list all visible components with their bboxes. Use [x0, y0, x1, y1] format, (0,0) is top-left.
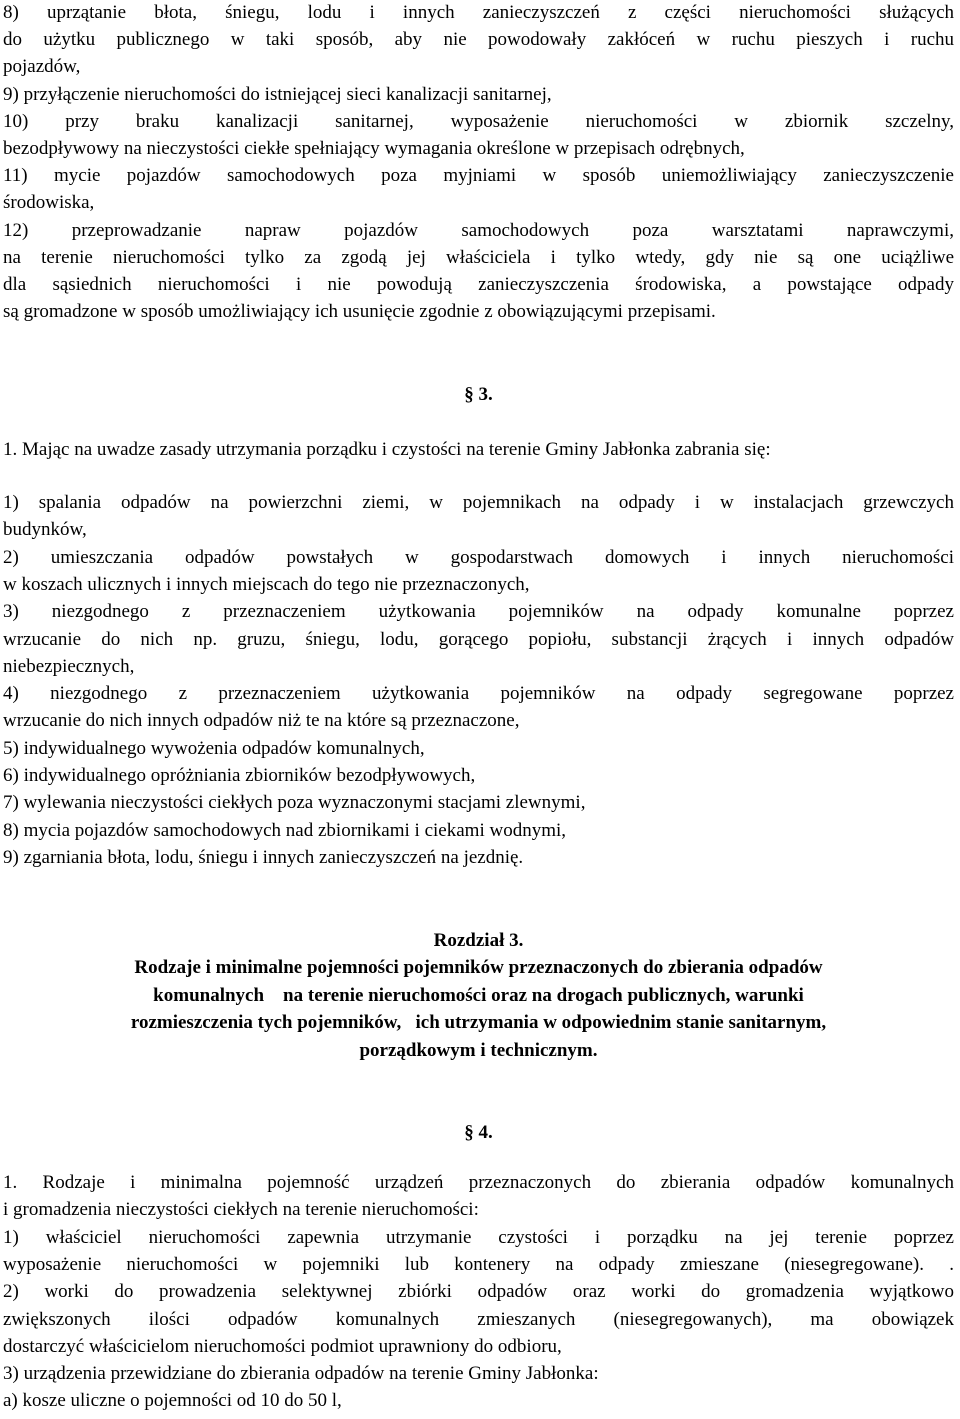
- text-line: są gromadzone w sposób umożliwiający ich usunięcie zgodnie z obowiązującymi przepisami.: [3, 301, 716, 323]
- text-line: 11) mycie pojazdów samochodowych poza myjniami w sposób uniemożliwiający zanieczyszczenie: [3, 165, 954, 187]
- text-line: 8) uprzątanie błota, śniegu, lodu i innych zanieczyszczeń z części nieruchomości służących: [3, 2, 954, 23]
- section-heading-3: § 3.: [464, 384, 493, 405]
- chapter-title-line: porządkowym i technicznym.: [359, 1039, 598, 1061]
- text-line: 9) przyłączenie nieruchomości do istniejącej sieci kanalizacji sanitarnej,: [3, 83, 552, 105]
- text-line: 1) spalania odpadów na powierzchni ziemi, w pojemnikach na odpady i w instalacjach grzewczych: [3, 492, 954, 513]
- text-line: wyposażenie nieruchomości w pojemniki lub kontenery na odpady zmieszane (niesegregowane). .: [3, 1253, 954, 1275]
- text-line: 10) przy braku kanalizacji sanitarnej, wyposażenie nieruchomości w zbiornik szczelny,: [3, 110, 954, 132]
- prohibitions-intro: 1. Mając na uwadze zasady utrzymania porządku i czystości na terenie Gminy Jabłonka zabrania się:: [3, 439, 771, 460]
- text-line: 8) mycia pojazdów samochodowych nad zbiornikami i ciekami wodnymi,: [3, 819, 566, 841]
- text-line: wrzucanie do nich innych odpadów niż te na które są przeznaczone,: [3, 710, 520, 732]
- text-line: pojazdów,: [3, 56, 81, 78]
- text-line: niebezpiecznych,: [3, 655, 135, 677]
- text-line: i gromadzenia nieczystości ciekłych na terenie nieruchomości:: [3, 1199, 479, 1221]
- chapter-title-line: komunalnych na terenie nieruchomości oraz na drogach publicznych, warunki: [153, 984, 804, 1006]
- text-line: 12) przeprowadzanie napraw pojazdów samochodowych poza warsztatami naprawczymi,: [3, 219, 954, 241]
- section-heading-4: § 4.: [464, 1122, 493, 1143]
- text-line: 2) worki do prowadzenia selektywnej zbiórki odpadów oraz worki do gromadzenia wyjątkowo: [3, 1281, 954, 1303]
- text-line: wrzucanie do nich np. gruzu, śniegu, lodu, gorącego popiołu, substancji żrących i innych odpadów: [3, 628, 954, 650]
- text-line: 7) wylewania nieczystości ciekłych poza wyznaczonymi stacjami zlewnymi,: [3, 792, 586, 814]
- chapter-title-line: Rodzaje i minimalne pojemności pojemników przeznaczonych do zbierania odpadów: [134, 957, 823, 978]
- text-line: do użytku publicznego w taki sposób, aby nie powodowały zakłóceń w ruchu pieszych i ruchu: [3, 29, 954, 51]
- text-line: budynków,: [3, 519, 87, 541]
- text-line: bezodpływowy na nieczystości ciekłe spełniający wymagania określone w przepisach odrębnych,: [3, 138, 745, 159]
- text-line: 6) indywidualnego opróżniania zbiorników bezodpływowych,: [3, 765, 476, 786]
- text-line: 4) niezgodnego z przeznaczeniem użytkowania pojemników na odpady segregowane poprzez: [3, 683, 954, 705]
- text-line: 1. Rodzaje i minimalna pojemność urządzeń przeznaczonych do zbierania odpadów komunalnych: [3, 1172, 954, 1193]
- text-line: 3) niezgodnego z przeznaczeniem użytkowania pojemników na odpady komunalne poprzez: [3, 601, 954, 623]
- text-line: 1) właściciel nieruchomości zapewnia utrzymanie czystości i porządku na jej terenie poprzez: [3, 1226, 954, 1248]
- chapter-number: Rozdział 3.: [433, 930, 524, 951]
- text-line: 3) urządzenia przewidziane do zbierania odpadów na terenie Gminy Jabłonka:: [3, 1363, 599, 1385]
- text-line: zwiększonych ilości odpadów komunalnych zmieszanych (niesegregowanych), ma obowiązek: [3, 1308, 954, 1330]
- chapter-title-line: rozmieszczenia tych pojemników, ich utrzymania w odpowiednim stanie sanitarnym,: [130, 1012, 827, 1033]
- text-line: dla sąsiednich nieruchomości i nie powodują zanieczyszczenia środowiska, a powstające odpady: [3, 274, 954, 295]
- text-line: 9) zgarniania błota, lodu, śniegu i innych zanieczyszczeń na jezdnię.: [3, 846, 524, 868]
- text-line: 5) indywidualnego wywożenia odpadów komunalnych,: [3, 737, 425, 759]
- text-line: w koszach ulicznych i innych miejscach do tego nie przeznaczonych,: [3, 573, 530, 595]
- text-line: dostarczyć właścicielom nieruchomości podmiot uprawniony do odbioru,: [3, 1335, 562, 1357]
- text-line: 2) umieszczania odpadów powstałych w gospodarstwach domowych i innych nieruchomości: [3, 546, 954, 568]
- text-line: środowiska,: [3, 192, 95, 214]
- text-line: a) kosze uliczne o pojemności od 10 do 50 l,: [3, 1390, 342, 1412]
- text-line: na terenie nieruchomości tylko za zgodą jej właściciela i tylko wtedy, gdy nie są one uciążliwe: [3, 246, 954, 268]
